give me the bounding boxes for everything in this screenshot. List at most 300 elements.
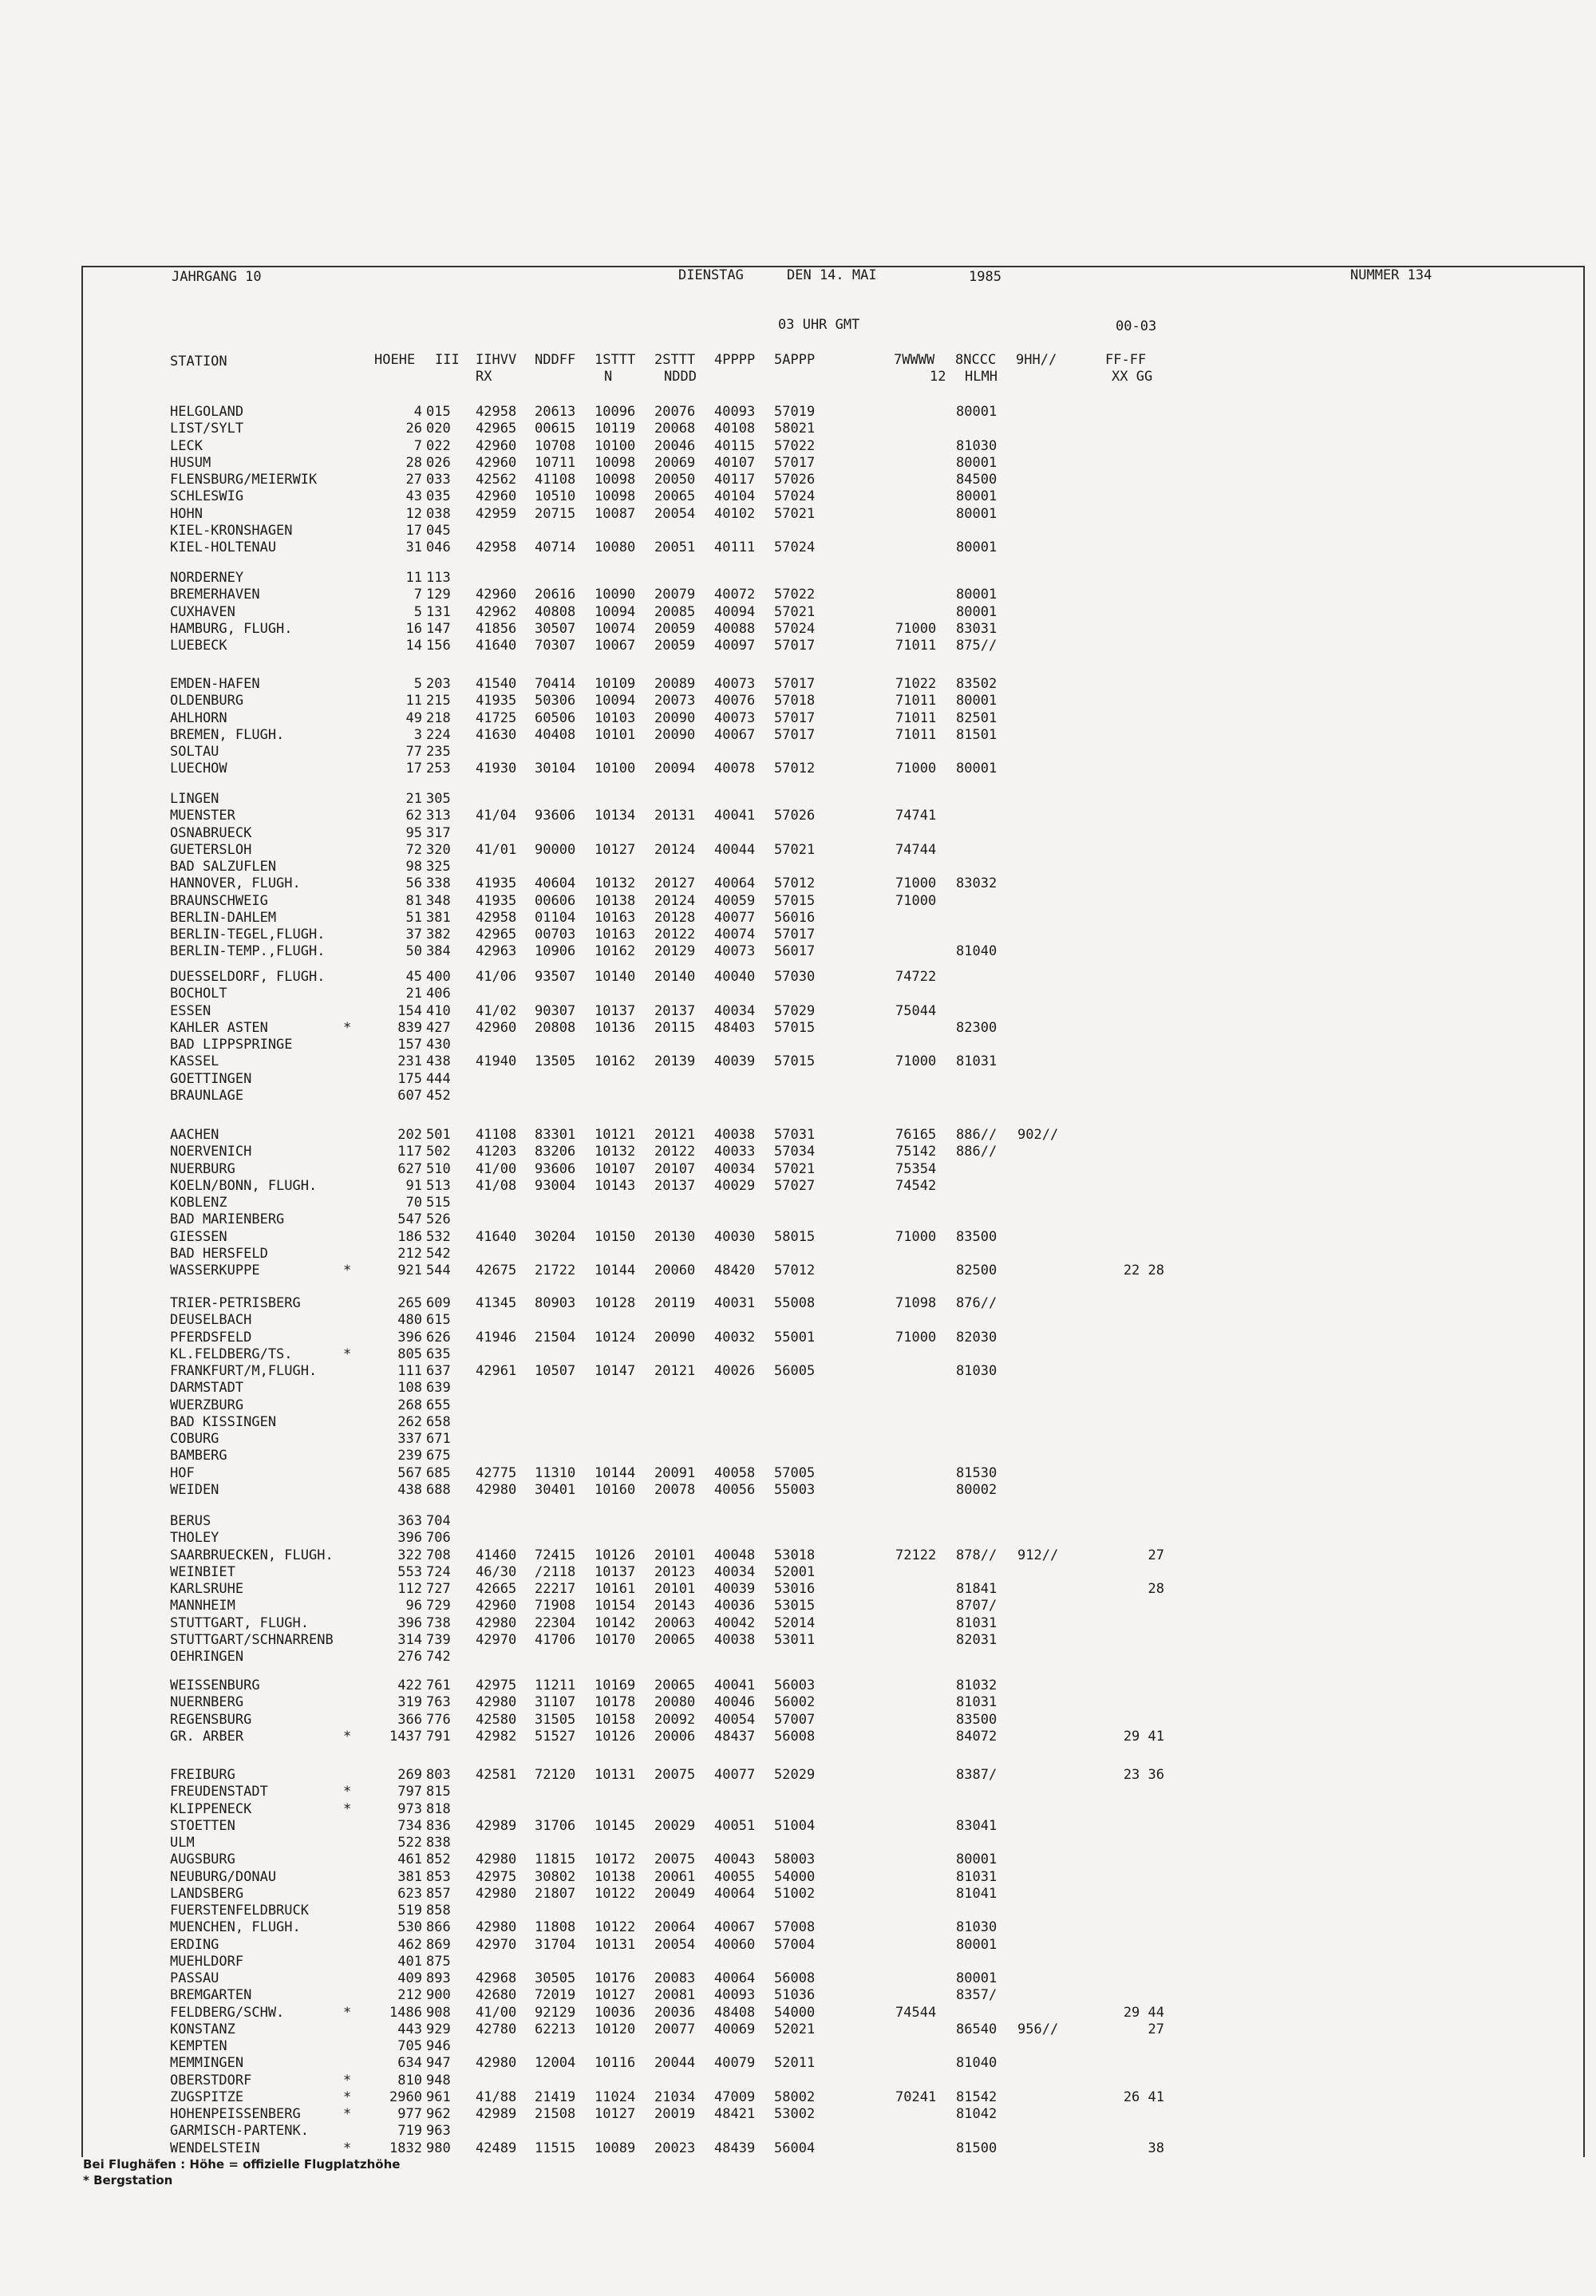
height: 17 [405,761,422,777]
group-nddff: 70307 [535,638,576,654]
group-iihvv: 42980 [476,2055,517,2072]
group-7wwww: 71000 [895,1329,937,1346]
group-2sttt: 20044 [654,2055,696,2072]
table-row [88,760,1588,777]
station-name: GOETTINGEN [170,1070,252,1087]
group-1sttt: 10120 [595,2021,636,2037]
group-nddff: 21807 [535,1885,576,1902]
group-5appp: 57021 [774,841,816,858]
station-name: BAD LIPPSPRINGE [170,1037,293,1053]
table-row [88,1885,1588,1903]
group-7wwww: 72122 [895,1547,937,1563]
group-5appp: 56016 [774,909,816,926]
height: 627 [397,1160,422,1177]
group-8nccc: 81500 [956,2140,998,2156]
group-8nccc: 82031 [956,1631,998,1648]
station-name: BRAUNLAGE [170,1087,244,1104]
group-nddff: 90000 [535,841,576,858]
station-name: MUENSTER [170,808,235,824]
table-row [88,1087,1588,1105]
table-row [88,1447,1588,1464]
group-4pppp: 40064 [714,1970,756,1986]
station-number: 688 [426,1481,451,1498]
height: 480 [397,1312,422,1329]
station-number: 853 [426,1868,451,1885]
group-1sttt: 10143 [595,1177,636,1194]
height: 409 [397,1970,422,1986]
station-number: 675 [426,1448,451,1464]
station-number: 706 [426,1530,451,1547]
group-nddff: 22304 [535,1614,576,1631]
group-5appp: 57021 [774,505,816,522]
group-5appp: 57024 [774,539,816,555]
group-2sttt: 20046 [654,437,696,454]
group-ff: 29 44 [1123,2004,1164,2021]
group-nddff: 12004 [535,2055,576,2072]
station-name: OEHRINGEN [170,1649,244,1665]
group-5appp: 53016 [774,1581,816,1597]
group-2sttt: 20073 [654,693,696,709]
table-row [88,1464,1588,1482]
group-5appp: 53018 [774,1547,816,1563]
group-5appp: 58015 [774,1228,816,1245]
group-iihvv: 41640 [476,1228,517,1245]
table-row [88,1868,1588,1886]
col-iii: III [435,352,460,368]
group-5appp: 57022 [774,587,816,603]
station-name: FREIBURG [170,1767,235,1783]
table-row [88,968,1588,986]
group-2sttt: 20077 [654,2021,696,2037]
height: 77 [405,744,422,760]
group-8nccc: 80001 [956,603,998,620]
group-2sttt: 20123 [654,1563,696,1580]
group-1sttt: 10094 [595,693,636,709]
station-name: SCHLESWIG [170,488,244,505]
station-name: WENDELSTEIN [170,2140,260,2156]
group-4pppp: 40043 [714,1851,756,1868]
table-row [88,1817,1588,1835]
group-4pppp: 40058 [714,1464,756,1481]
group-nddff: 31107 [535,1694,576,1711]
station-number: 015 [426,404,451,420]
station-name: BREMGARTEN [170,1987,252,2004]
col-8nccc-sub: HLMH [965,369,998,385]
group-4pppp: 40056 [714,1481,756,1498]
station-name: AUGSBURG [170,1851,235,1868]
group-4pppp: 40055 [714,1868,756,1885]
group-4pppp: 40073 [714,676,756,692]
station-name: HAMBURG, FLUGH. [170,620,293,637]
station-number: 635 [426,1346,451,1362]
station-number: 948 [426,2072,451,2089]
group-8nccc: 80002 [956,1481,998,1498]
group-iihvv: 42989 [476,2106,517,2122]
group-ff: 22 28 [1123,1263,1164,1278]
group-4pppp: 40038 [714,1127,756,1143]
group-2sttt: 20115 [654,1019,696,1036]
station-number: 685 [426,1464,451,1481]
station-number: 513 [426,1177,451,1194]
height: 973 [397,1800,422,1817]
group-1sttt: 10098 [595,454,636,471]
group-5appp: 57021 [774,1160,816,1177]
group-iihvv: 41935 [476,892,517,909]
group-nddff: 50306 [535,693,576,709]
table-row [88,1693,1588,1711]
height: 262 [397,1413,422,1430]
group-1sttt: 10162 [595,943,636,960]
station-name: AACHEN [170,1127,219,1143]
group-iihvv: 42975 [476,1678,517,1693]
table-row [88,1631,1588,1649]
station-number: 452 [426,1087,451,1104]
group-5appp: 54000 [774,2004,816,2021]
station-number: 147 [426,620,451,637]
height: 70 [405,1195,422,1211]
height: 12 [405,505,422,522]
group-iihvv: 41946 [476,1329,517,1346]
group-7wwww: 76165 [895,1127,937,1143]
station-name: HOHENPEISSENBERG [170,2106,301,2122]
height: 705 [397,2038,422,2054]
height: 4 [413,404,422,420]
group-4pppp: 40076 [714,693,756,709]
station-name: GARMISCH-PARTENK. [170,2123,309,2140]
table-row [88,909,1588,927]
group-1sttt: 10137 [595,1563,636,1580]
group-5appp: 57008 [774,1919,816,1936]
group-1sttt: 10132 [595,1144,636,1160]
group-5appp: 52021 [774,2021,816,2037]
group-nddff: 13505 [535,1053,576,1070]
group-1sttt: 10172 [595,1851,636,1868]
station-name: STUTTGART/SCHNARRENB [170,1631,334,1648]
group-1sttt: 10116 [595,2055,636,2072]
group-8nccc: 80001 [956,587,998,603]
group-1sttt: 10154 [595,1598,636,1614]
col-nddff: NDDFF [535,352,576,368]
height: 157 [397,1037,422,1053]
group-1sttt: 10100 [595,437,636,454]
group-2sttt: 20049 [654,1885,696,1902]
group-1sttt: 10131 [595,1767,636,1783]
station-name: NORDERNEY [170,570,244,586]
group-4pppp: 40033 [714,1144,756,1160]
group-8nccc: 82500 [956,1263,998,1278]
group-5appp: 51004 [774,1817,816,1834]
table-row [88,1677,1588,1694]
group-8nccc: 80001 [956,454,998,471]
group-2sttt: 20094 [654,761,696,777]
table-row [88,637,1588,654]
group-8nccc: 81841 [956,1581,998,1597]
group-2sttt: 20065 [654,1678,696,1693]
group-2sttt: 20119 [654,1295,696,1311]
group-8nccc: 81031 [956,1868,998,1885]
group-iihvv: 42780 [476,2021,517,2037]
table-row [88,1563,1588,1581]
group-8nccc: 81530 [956,1464,998,1481]
group-iihvv: 42963 [476,943,517,960]
group-8nccc: 83032 [956,875,998,892]
group-2sttt: 20051 [654,539,696,555]
group-5appp: 57017 [774,676,816,692]
table-row [88,692,1588,709]
station-name: GIESSEN [170,1228,227,1245]
group-iihvv: 42581 [476,1767,517,1783]
height: 117 [397,1144,422,1160]
height: 16 [405,620,422,637]
group-7wwww: 71000 [895,1053,937,1070]
group-8nccc: 81030 [956,1919,998,1936]
station-number: 430 [426,1037,451,1053]
group-2sttt: 20081 [654,1987,696,2004]
group-iihvv: 41460 [476,1547,517,1563]
height: 21 [405,986,422,1002]
group-2sttt: 20101 [654,1547,696,1563]
table-row [88,892,1588,910]
height: 839 [397,1019,422,1036]
group-4pppp: 40039 [714,1581,756,1597]
station-number: 020 [426,421,451,437]
station-number: 235 [426,744,451,760]
group-1sttt: 10089 [595,2140,636,2156]
station-name: WUERZBURG [170,1397,244,1413]
table-row [88,569,1588,587]
group-1sttt: 10127 [595,2106,636,2122]
group-iihvv: 42675 [476,1263,517,1278]
group-4pppp: 40034 [714,1563,756,1580]
group-5appp: 57005 [774,1464,816,1481]
group-1sttt: 10122 [595,1885,636,1902]
mountain-marker: * [343,1263,352,1278]
station-number: 962 [426,2106,451,2122]
group-nddff: 72120 [535,1767,576,1783]
group-1sttt: 10074 [595,620,636,637]
height: 37 [405,927,422,943]
group-8nccc: 83041 [956,1817,998,1834]
group-2sttt: 20019 [654,2106,696,2122]
station-name: KARLSRUHE [170,1581,244,1597]
group-iihvv: 42775 [476,1464,517,1481]
station-name: KEMPTEN [170,2038,227,2054]
station-number: 215 [426,693,451,709]
group-2sttt: 20124 [654,892,696,909]
group-2sttt: 20122 [654,927,696,943]
table-row [88,454,1588,472]
group-8nccc: 83500 [956,1228,998,1245]
height: 443 [397,2021,422,2037]
group-4pppp: 40038 [714,1631,756,1648]
mountain-marker: * [343,1346,352,1362]
station-number: 218 [426,709,451,726]
group-7wwww: 71098 [895,1295,937,1311]
table-row [88,1053,1588,1070]
group-iihvv: 41940 [476,1053,517,1070]
group-4pppp: 40032 [714,1329,756,1346]
height: 805 [397,1346,422,1362]
group-7wwww: 71011 [895,709,937,726]
station-name: KIEL-KRONSHAGEN [170,522,293,539]
group-iihvv: 41/06 [476,969,517,985]
group-nddff: 93606 [535,808,576,824]
group-iihvv: 42960 [476,437,517,454]
station-number: 658 [426,1413,451,1430]
group-2sttt: 20085 [654,603,696,620]
table-row [88,1936,1588,1954]
station-name: HUSUM [170,454,211,471]
group-iihvv: 42960 [476,488,517,505]
group-2sttt: 20029 [654,1817,696,1834]
group-8nccc: 886// [956,1144,998,1160]
group-1sttt: 10140 [595,969,636,985]
group-iihvv: 46/30 [476,1563,517,1580]
group-iihvv: 42980 [476,1614,517,1631]
table-row [88,943,1588,960]
group-8nccc: 81041 [956,1885,998,1902]
height: 797 [397,1784,422,1800]
height: 14 [405,638,422,654]
table-row [88,1614,1588,1632]
group-5appp: 53002 [774,2106,816,2122]
group-ff: 26 41 [1123,2089,1164,2105]
station-number: 791 [426,1728,451,1745]
height: 422 [397,1678,422,1693]
station-number: 382 [426,927,451,943]
height: 49 [405,709,422,726]
group-iihvv: 41/01 [476,841,517,858]
station-number: 639 [426,1380,451,1397]
group-4pppp: 40067 [714,1919,756,1936]
group-2sttt: 20054 [654,505,696,522]
group-1sttt: 10124 [595,1329,636,1346]
group-nddff: 80903 [535,1295,576,1311]
group-nddff: 40714 [535,539,576,555]
group-nddff: 11808 [535,1919,576,1936]
table-row [88,1397,1588,1414]
table-row [88,603,1588,621]
table-row [88,1294,1588,1312]
group-iihvv: 41725 [476,709,517,726]
group-ff: 28 [1148,1581,1164,1597]
station-name: DUESSELDORF, FLUGH. [170,969,326,985]
height: 734 [397,1817,422,1834]
group-iihvv: 41856 [476,620,517,637]
station-name: PASSAU [170,1970,219,1986]
group-2sttt: 20083 [654,1970,696,1986]
group-4pppp: 40031 [714,1295,756,1311]
group-5appp: 57030 [774,969,816,985]
group-nddff: 92129 [535,2004,576,2021]
station-name: BAD KISSINGEN [170,1413,277,1430]
group-8nccc: 80001 [956,1970,998,1986]
table-row [88,2072,1588,2089]
station-number: 947 [426,2055,451,2072]
group-4pppp: 40041 [714,1678,756,1693]
mountain-marker: * [343,2072,352,2089]
group-1sttt: 10145 [595,1817,636,1834]
station-name: NEUBURG/DONAU [170,1868,277,1885]
group-1sttt: 10090 [595,587,636,603]
group-iihvv: 41/08 [476,1177,517,1194]
group-2sttt: 20079 [654,587,696,603]
issue-number: NUMMER 134 [1350,267,1432,283]
group-2sttt: 20090 [654,1329,696,1346]
group-nddff: 93004 [535,1177,576,1194]
col-8nccc: 8NCCC [955,352,997,368]
height: 462 [397,1936,422,1953]
station-number: 022 [426,437,451,454]
height: 11 [405,570,422,586]
group-8nccc: 80001 [956,488,998,505]
table-row [88,1986,1588,2004]
group-7wwww: 75142 [895,1144,937,1160]
group-4pppp: 40064 [714,1885,756,1902]
height: 461 [397,1851,422,1868]
observation-time: 03 UHR GMT [778,317,860,333]
station-name: GUETERSLOH [170,841,252,858]
table-row [88,2037,1588,2055]
group-2sttt: 20063 [654,1614,696,1631]
date: DEN 14. MAI [787,267,877,283]
height: 96 [405,1598,422,1614]
station-number: 655 [426,1397,451,1413]
table-row [88,926,1588,943]
col-9hh: 9HH// [1016,352,1057,368]
table-row [88,1329,1588,1346]
group-1sttt: 10132 [595,875,636,892]
group-1sttt: 10094 [595,603,636,620]
station-number: 708 [426,1547,451,1563]
group-2sttt: 20140 [654,969,696,985]
station-number: 131 [426,603,451,620]
station-number: 253 [426,761,451,777]
station-name: LECK [170,437,203,454]
group-1sttt: 10126 [595,1728,636,1745]
station-name: ULM [170,1835,195,1851]
group-ff: 29 41 [1123,1728,1164,1745]
group-4pppp: 48437 [714,1728,756,1745]
group-5appp: 58003 [774,1851,816,1868]
group-iihvv: 42562 [476,472,517,488]
station-number: 729 [426,1598,451,1614]
station-number: 410 [426,1002,451,1019]
group-iihvv: 42580 [476,1711,517,1728]
height: 268 [397,1397,422,1413]
table-row [88,1711,1588,1729]
group-5appp: 57012 [774,761,816,777]
group-nddff: 83301 [535,1127,576,1143]
group-8nccc: 80001 [956,761,998,777]
group-5appp: 57007 [774,1711,816,1728]
station-name: OLDENBURG [170,693,244,709]
group-2sttt: 20130 [654,1228,696,1245]
group-1sttt: 10176 [595,1970,636,1986]
height: 26 [405,421,422,437]
height: 21 [405,791,422,807]
group-5appp: 54000 [774,1868,816,1885]
group-nddff: 72415 [535,1547,576,1563]
group-5appp: 57017 [774,709,816,726]
station-number: 626 [426,1329,451,1346]
station-name: SOLTAU [170,744,219,760]
table-row [88,985,1588,1002]
group-4pppp: 40094 [714,603,756,620]
table-row [88,1311,1588,1329]
station-name: KOELN/BONN, FLUGH. [170,1177,318,1194]
group-5appp: 53015 [774,1598,816,1614]
